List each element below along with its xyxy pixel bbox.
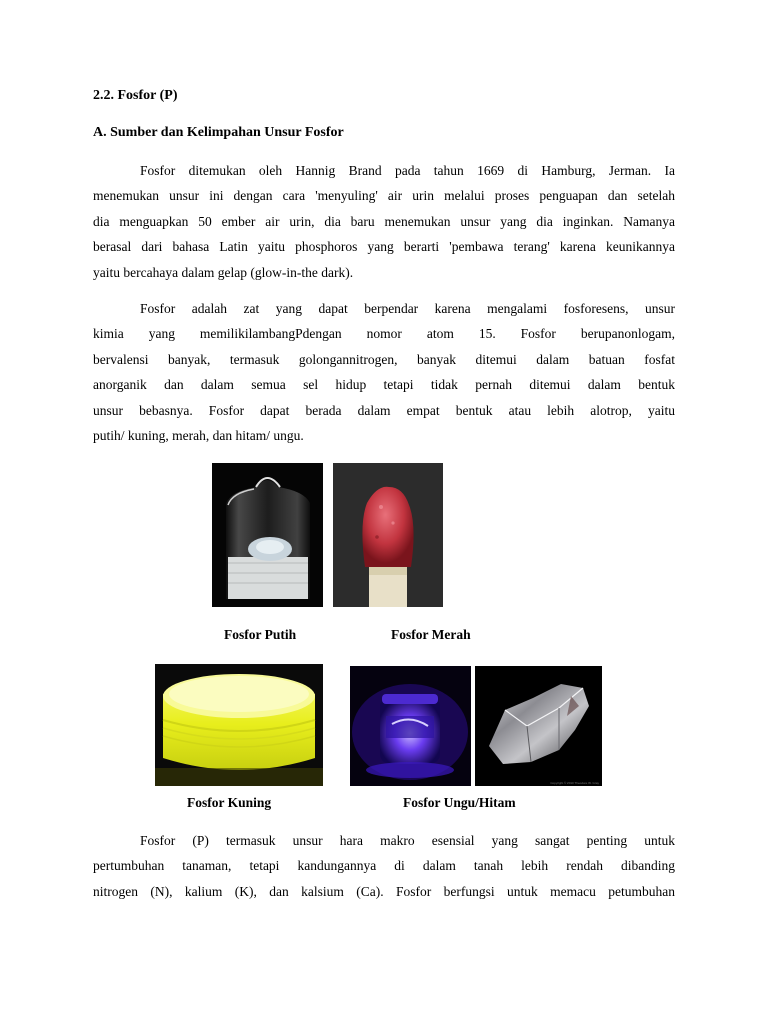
yellow-phosphorus-photo — [155, 664, 323, 786]
paragraph-line: menemukan unsur ini dengan cara 'menyuling' air urin melalui proses penguapan dan setelah — [93, 188, 675, 204]
caption-red-phosphorus: Fosfor Merah — [391, 627, 471, 642]
subsection-title: A. Sumber dan Kelimpahan Unsur Fosfor — [93, 125, 344, 140]
paragraph-line: putih/ kuning, merah, dan hitam/ ungu. — [93, 427, 304, 443]
paragraph-line: dia menguapkan 50 ember air urin, dia baru menemukan unsur yang dia inginkan. Namanya — [93, 213, 675, 229]
paragraph-properties — [93, 296, 675, 448]
caption-violet-black-phosphorus: Fosfor Ungu/Hitam — [403, 795, 516, 810]
section-title: 2.2. Fosfor (P) — [93, 88, 178, 103]
image-credit: Copyright © 2010 Theodore W. Gray — [550, 781, 599, 785]
paragraph-line: unsur bebasnya. Fosfor dapat berada dalam empat bentuk atau lebih alotrop, yaitu — [93, 402, 675, 418]
paragraph-line: berasal dari bahasa Latin yaitu phosphoros yang berarti 'pembawa terang' karena keunikannya — [93, 239, 675, 255]
paragraph-line: Fosfor ditemukan oleh Hannig Brand pada tahun 1669 di Hamburg, Jerman. Ia — [140, 163, 675, 178]
paragraph-line: bervalensi banyak, termasuk golongannitrogen, banyak ditemui dalam batuan fosfat — [93, 351, 675, 367]
caption-yellow-phosphorus: Fosfor Kuning — [187, 795, 272, 810]
paragraph-line: nitrogen (N), kalium (K), dan kalsium (Ca). Fosfor berfungsi untuk memacu petumbuhan — [93, 883, 675, 899]
paragraph-line: Fosfor (P) termasuk unsur hara makro esensial yang sangat penting untuk — [140, 833, 675, 848]
paragraph-line: Fosfor adalah zat yang dapat berpendar karena mengalami fosforesens, unsur — [140, 301, 675, 316]
caption-white-phosphorus: Fosfor Putih — [224, 627, 297, 642]
paragraph-line: yaitu bercahaya dalam gelap (glow-in-the dark). — [93, 264, 354, 280]
paragraph-line: anorganik dan dalam semua sel hidup tetapi tidak pernah ditemui dalam bentuk — [93, 377, 675, 393]
violet-phosphorus-photo — [350, 666, 471, 786]
white-phosphorus-photo — [212, 463, 323, 607]
paragraph-nutrient — [93, 828, 675, 904]
black-phosphorus-photo — [475, 666, 602, 786]
paragraph-line: kimia yang memilikilambangPdengan nomor atom 15. Fosfor berupanonlogam, — [93, 326, 675, 342]
red-phosphorus-photo — [333, 463, 443, 607]
paragraph-line: pertumbuhan tanaman, tetapi kandungannya di dalam tanah lebih rendah dibanding — [93, 858, 675, 874]
paragraph-discovery — [93, 158, 675, 285]
